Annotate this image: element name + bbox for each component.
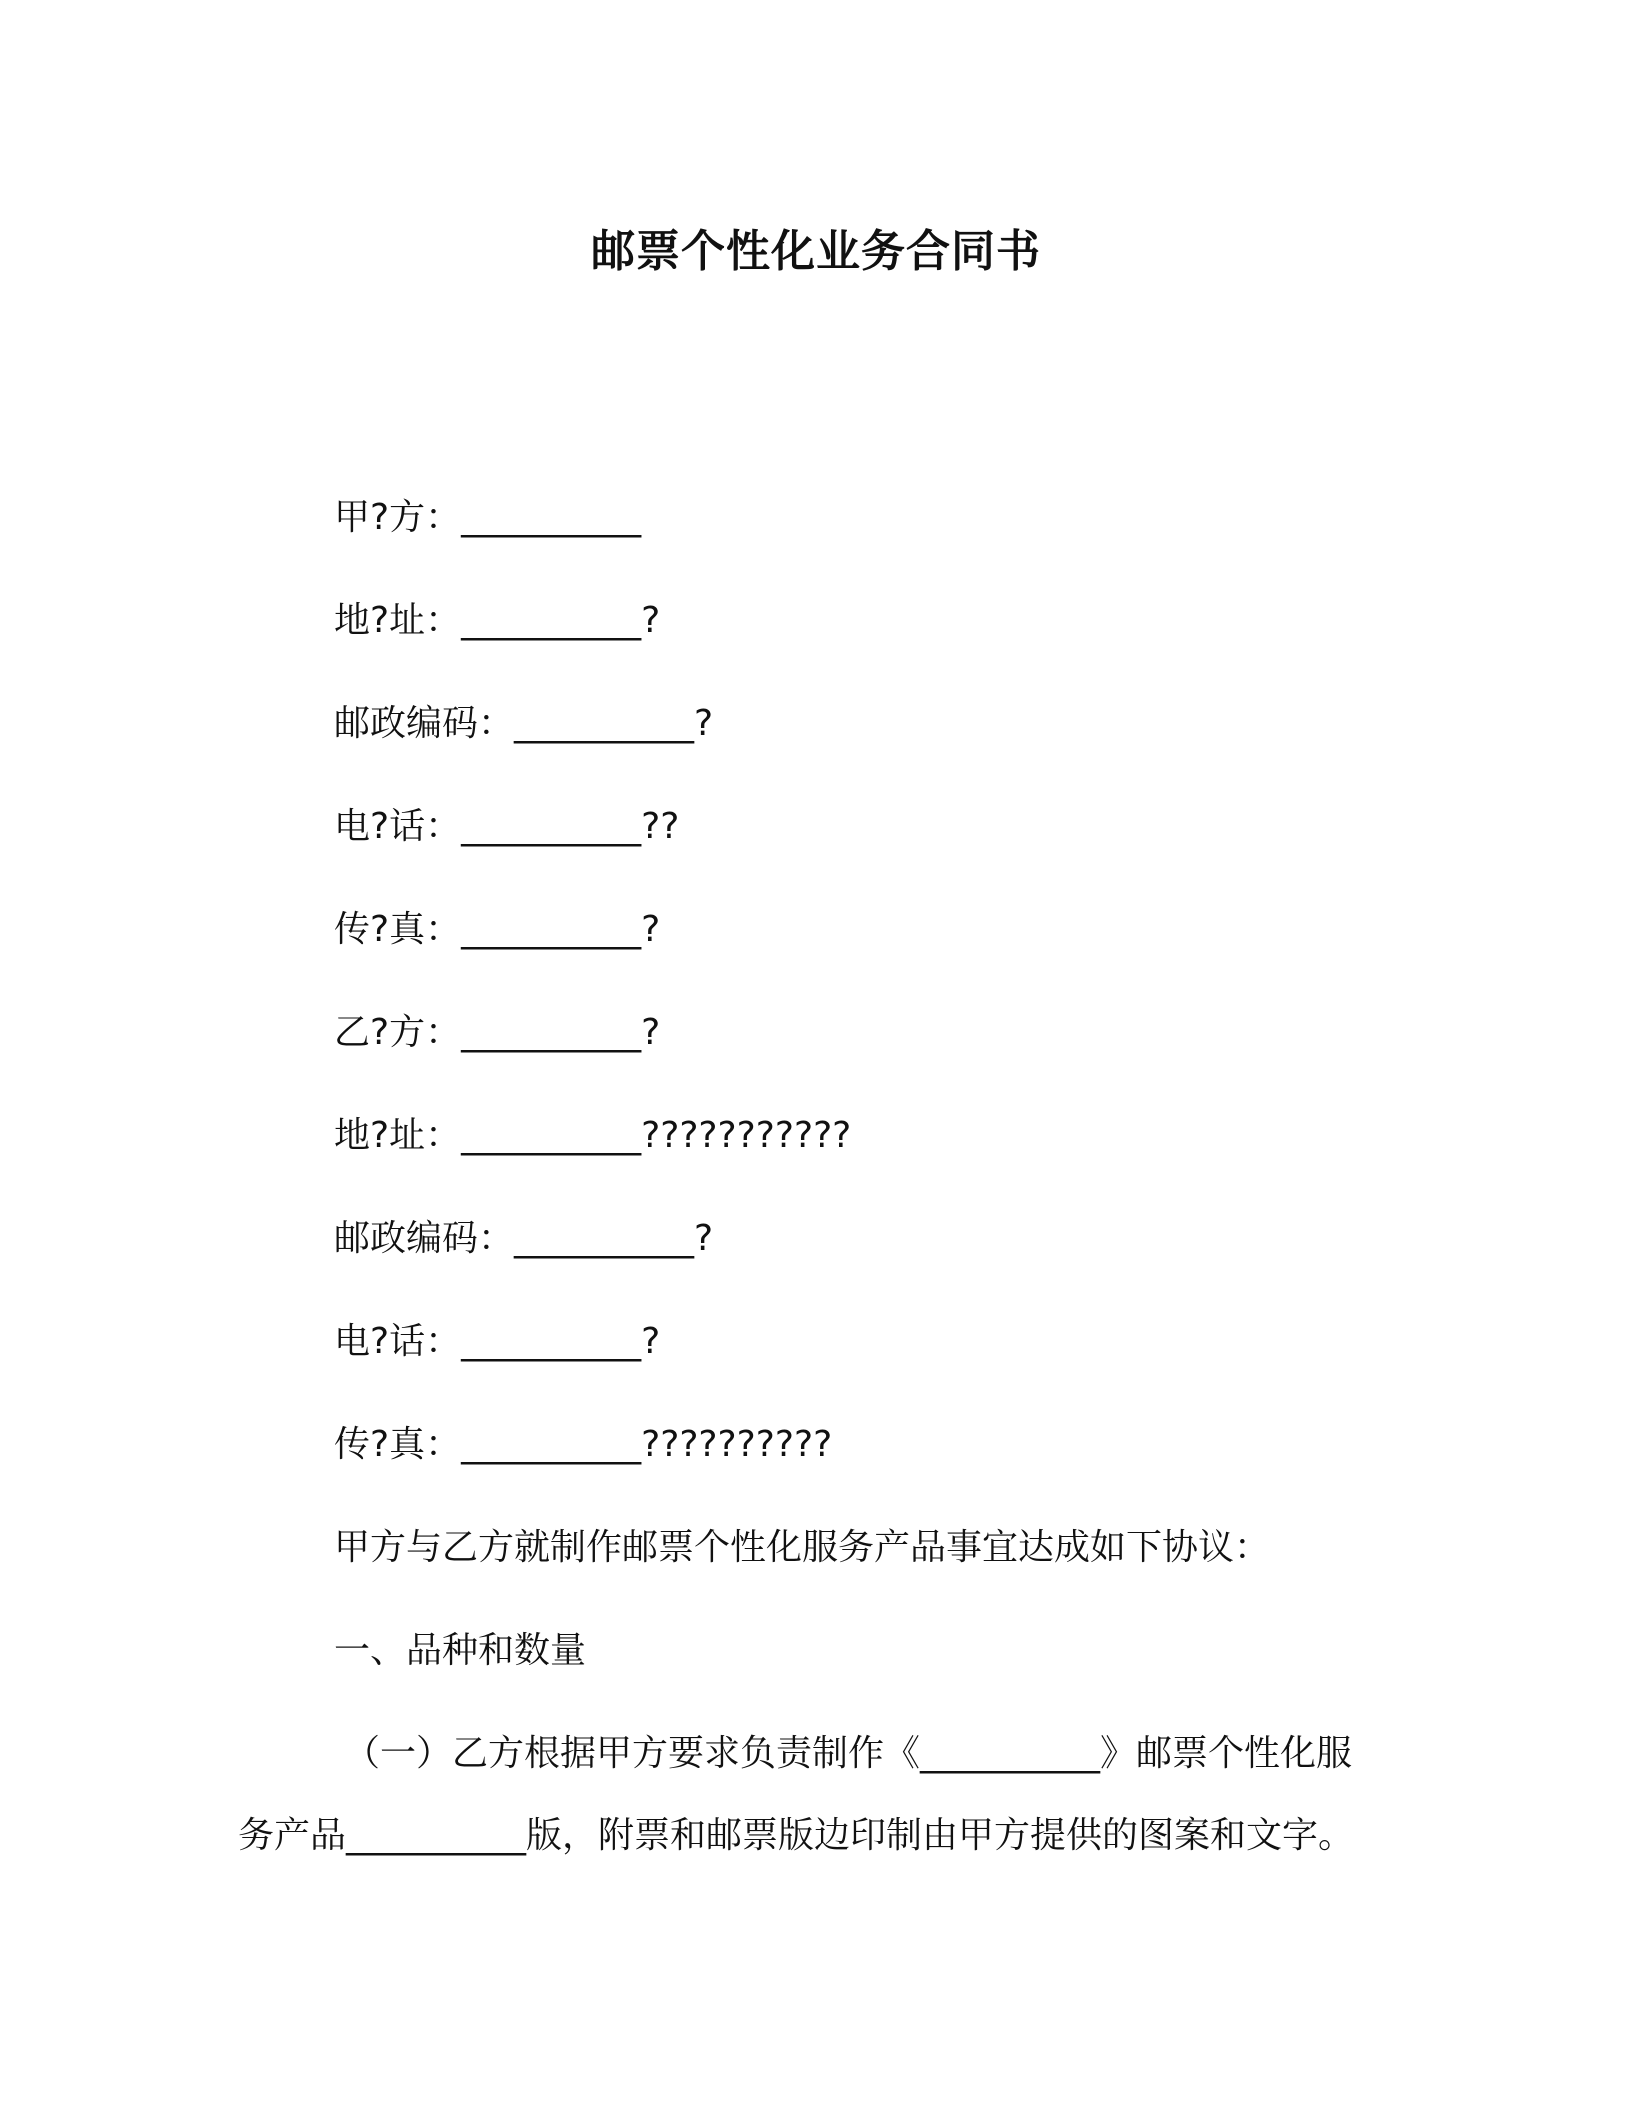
field-value: __________ [461,497,642,538]
field-value: __________?? [461,806,680,847]
clause-1-line-2: 务产品__________版，附票和邮票版边印制由甲方提供的图案和文字。 [238,1815,1355,1856]
clause-1-line-1: （一）乙方根据甲方要求负责制作《__________》邮票个性化服 [344,1733,1353,1774]
field-label: 传?真： [334,1424,462,1465]
field-label: 电?话： [334,1321,462,1362]
field-label: 邮政编码： [334,703,515,744]
field-label: 甲?方： [334,497,462,538]
field-label: 地?址： [334,600,462,641]
field-party-a-address [334,597,660,645]
field-value: __________?????????? [461,1424,833,1465]
field-label: 邮政编码： [334,1218,515,1259]
field-value: __________? [514,1218,714,1259]
field-value: __________? [514,703,714,744]
field-value: __________? [461,600,661,641]
field-party-b-phone [334,1318,660,1366]
field-value: __________??????????? [461,1115,852,1156]
field-party-b [334,1009,660,1057]
field-value: __________? [461,1321,661,1362]
intro-paragraph: 甲方与乙方就制作邮票个性化服务产品事宜达成如下协议： [334,1527,1271,1568]
section-heading-varieties: 一、品种和数量 [334,1630,587,1671]
field-party-a-fax [334,906,660,954]
field-party-a [334,494,641,542]
field-party-b-fax [334,1421,832,1469]
field-value: __________? [461,1012,661,1053]
field-value: __________? [461,909,661,950]
field-party-a-phone [334,803,679,851]
field-label: 传?真： [334,909,462,950]
field-label: 地?址： [334,1115,462,1156]
field-party-b-address [334,1112,851,1160]
field-party-b-postcode [334,1215,713,1263]
field-label: 电?话： [334,806,462,847]
field-party-a-postcode [334,700,713,748]
document-title: 邮票个性化业务合同书 [591,226,1041,277]
field-label: 乙?方： [334,1012,462,1053]
